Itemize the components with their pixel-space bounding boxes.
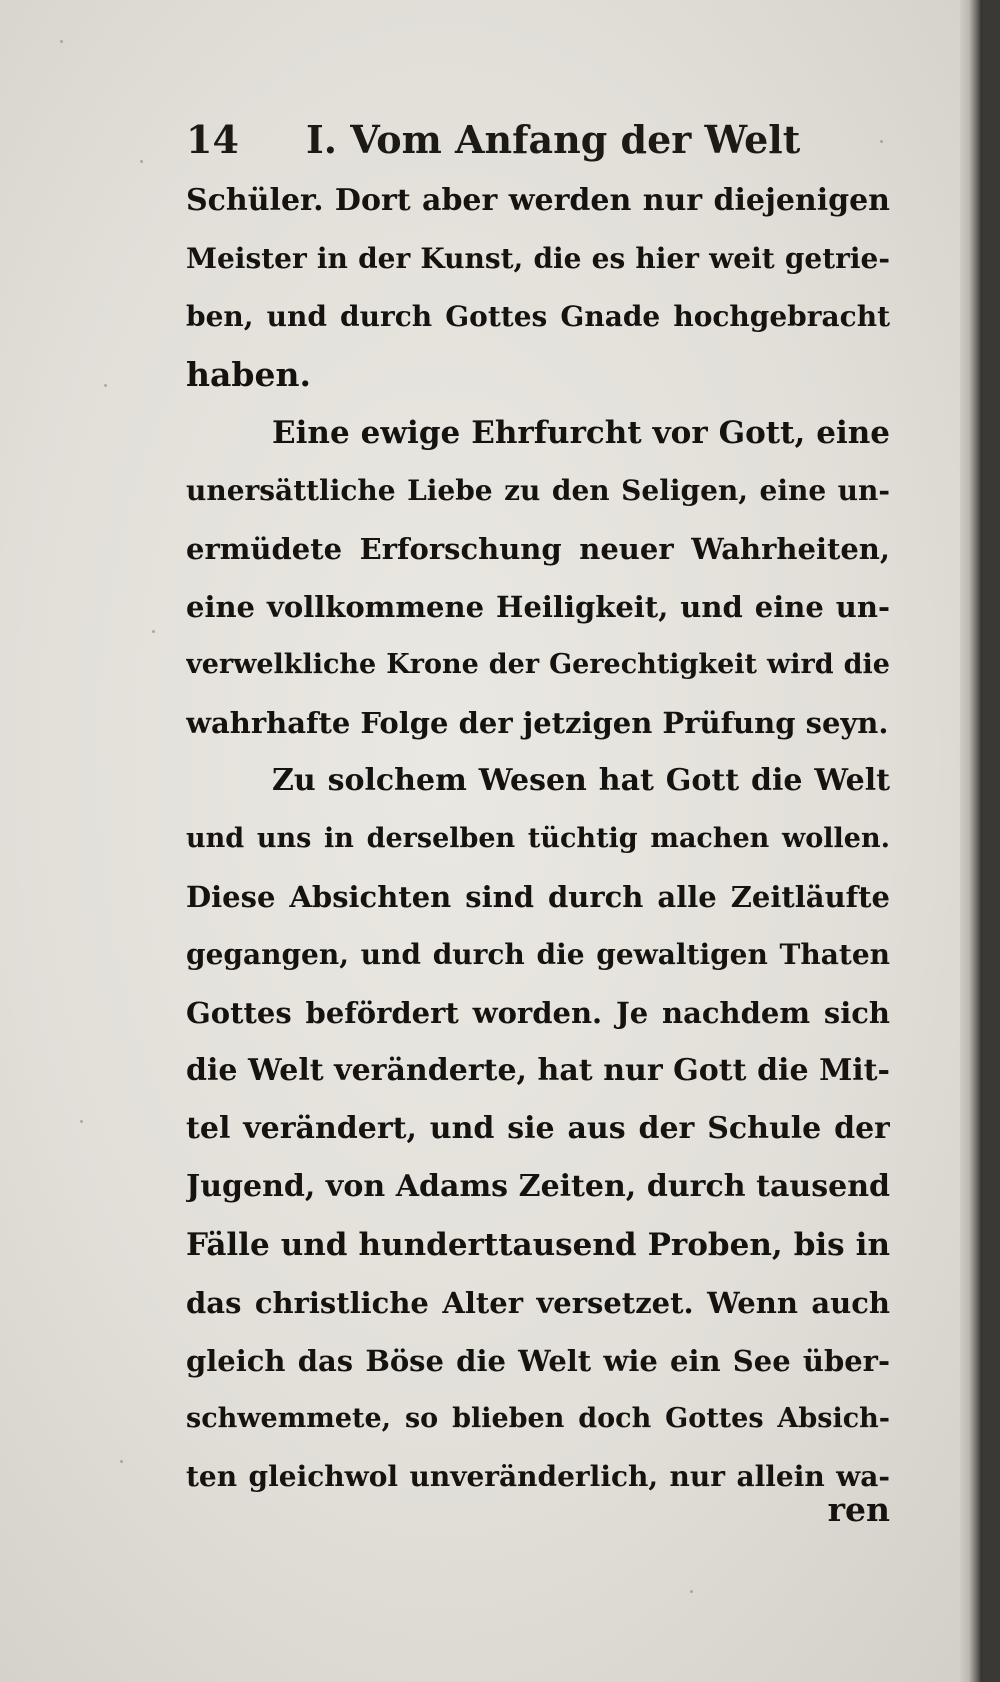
text-line: unersättliche Liebe zu den Seligen, eine un- [186,474,890,507]
page-gutter [960,0,982,1682]
body-text [186,172,890,1512]
text-line: die Welt veränderte, hat nur Gott die Mit- [186,1053,890,1088]
page-number: 14 [186,117,239,162]
text-line: ten gleichwol unveränderlich, nur allein wa- [186,1460,890,1493]
text-line: Zu solchem Wesen hat Gott die Welt [272,763,890,798]
paper-speck [880,140,883,143]
text-line: tel verändert, und sie aus der Schule der [186,1111,890,1146]
text-line: ermüdete Erforschung neuer Wahrheiten, [186,532,890,566]
text-line: Gottes befördert worden. Je nachdem sich [186,996,890,1030]
paper-speck [120,1460,123,1463]
text-line: Jugend, von Adams Zeiten, durch tausend [186,1169,890,1204]
text-line: Eine ewige Ehrfurcht vor Gott, eine [272,415,890,451]
text-line: eine vollkommene Heiligkeit, und eine un- [186,590,890,624]
paper-speck [80,1120,83,1123]
text-line: gegangen, und durch die gewaltigen Thaten [186,938,890,971]
paper-speck [152,630,155,633]
page-header [186,112,886,168]
text-line: Diese Absichten sind durch alle Zeitläufte [186,880,890,914]
text-line: Schüler. Dort aber werden nur diejenigen [186,183,890,218]
text-line: wahrhafte Folge der jetzigen Prüfung seyn. [186,706,889,740]
text-line: verwelkliche Krone der Gerechtigkeit wird die [186,649,890,680]
catchword: ren [827,1490,890,1529]
paper-speck [60,40,63,43]
paper-speck [690,1590,693,1593]
text-line: und uns in derselben tüchtig machen wollen. [186,823,890,854]
text-line: Fälle und hunderttausend Proben, bis in [186,1227,890,1263]
paper-speck [104,384,107,387]
running-title: I. Vom Anfang der Welt [306,117,801,162]
text-line: ben, und durch Gottes Gnade hochgebracht [186,300,890,333]
text-line: Meister in der Kunst, die es hier weit getrie- [186,242,890,275]
text-line: schwemmete, so blieben doch Gottes Absich- [186,1403,890,1434]
text-line: gleich das Böse die Welt wie ein See über- [186,1344,890,1378]
paper-speck [140,160,143,163]
text-line: haben. [186,355,311,394]
text-line: das christliche Alter versetzet. Wenn auch [186,1286,890,1320]
